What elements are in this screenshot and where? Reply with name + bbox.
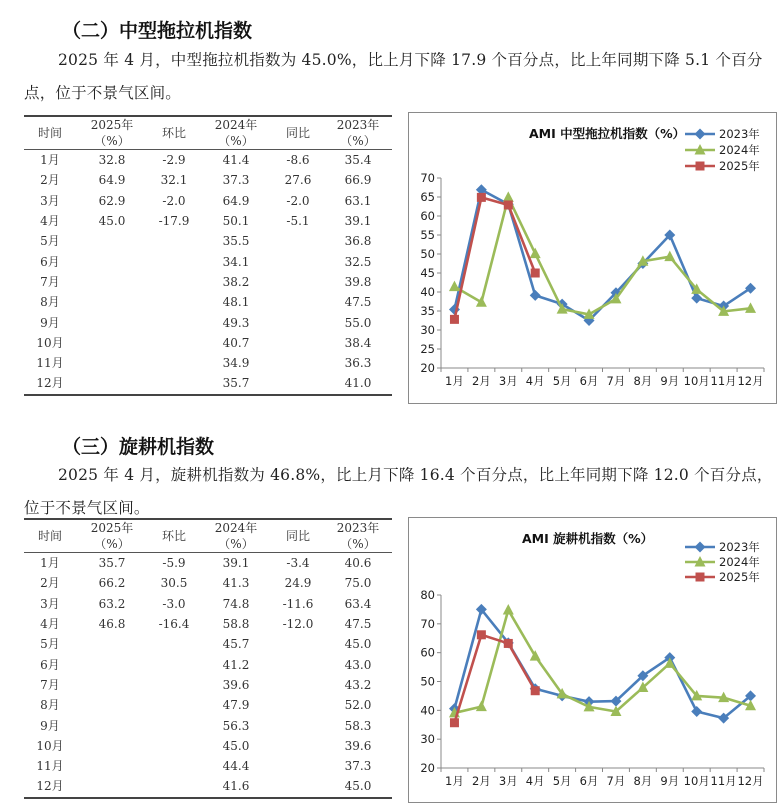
x-tick-label: 2月 [471, 774, 491, 788]
table-cell: 8月 [40, 295, 60, 310]
data-point [503, 191, 514, 202]
table-cell: 74.8 [222, 596, 250, 611]
table-cell: 47.5 [344, 295, 372, 310]
legend-label: 2023年 [719, 127, 760, 141]
table-cell [148, 634, 200, 654]
table-row [24, 634, 392, 654]
table-cell: 37.3 [222, 173, 250, 188]
table-cell: 7月 [40, 677, 60, 692]
tractor-table [24, 115, 392, 396]
column-header: 2023年 （%） [324, 519, 392, 553]
data-point [691, 706, 702, 717]
table-row [24, 736, 392, 756]
x-tick-label: 8月 [633, 774, 653, 788]
column-header: 同比 [272, 116, 324, 150]
table-cell [76, 736, 148, 756]
table-cell [148, 353, 200, 373]
legend-marker [695, 129, 706, 140]
table-cell [76, 373, 148, 394]
table-row [24, 211, 392, 231]
table-cell: 41.4 [222, 153, 250, 168]
table-cell: 58.3 [344, 718, 372, 733]
column-header: 时间 [24, 519, 76, 553]
table-cell [76, 695, 148, 715]
series-2023年 [449, 184, 756, 326]
table-row [24, 191, 392, 211]
table-cell: 40.7 [222, 335, 250, 350]
table-cell: -5.9 [162, 556, 186, 571]
table-cell: 62.9 [98, 193, 126, 208]
table-cell: 35.7 [98, 556, 126, 571]
data-point [449, 281, 460, 292]
y-tick-label: 20 [420, 761, 435, 775]
table-row [24, 251, 392, 271]
table-cell: 12月 [36, 779, 64, 794]
data-point [530, 290, 541, 301]
legend-label: 2024年 [719, 143, 760, 157]
table-cell: 1月 [40, 153, 60, 168]
table-cell: 36.3 [344, 356, 372, 371]
table-cell [76, 715, 148, 735]
table-cell: 9月 [40, 718, 60, 733]
column-header: 时间 [24, 116, 76, 150]
table-row [24, 353, 392, 373]
table-cell [148, 695, 200, 715]
table-cell [148, 272, 200, 292]
y-tick-label: 40 [420, 703, 435, 718]
table-cell: -8.6 [286, 153, 310, 168]
x-tick-label: 5月 [552, 374, 572, 388]
table-cell [272, 333, 324, 353]
x-tick-label: 2月 [471, 374, 491, 388]
table-row [24, 695, 392, 715]
table-cell: 66.9 [344, 173, 372, 188]
rotary-table [24, 518, 392, 799]
table-cell: 32.5 [344, 254, 372, 269]
table-cell: 2月 [40, 173, 60, 188]
table-cell: 64.9 [222, 193, 250, 208]
table-cell: 44.4 [222, 759, 250, 774]
column-header: 2025年 （%） [76, 519, 148, 553]
table-cell [148, 251, 200, 271]
table-cell [148, 675, 200, 695]
table-cell [272, 776, 324, 797]
x-tick-label: 3月 [498, 374, 518, 388]
x-tick-label: 3月 [498, 774, 518, 788]
table-cell [76, 251, 148, 271]
table-row [24, 170, 392, 190]
data-point [476, 701, 487, 712]
y-tick-label: 50 [420, 247, 435, 261]
x-tick-label: 12月 [737, 774, 764, 788]
table-row [24, 715, 392, 735]
table-cell [76, 292, 148, 312]
table-cell [272, 756, 324, 776]
table-cell: 9月 [40, 315, 60, 330]
table-row [24, 373, 392, 394]
data-point [504, 639, 513, 648]
table-row [24, 654, 392, 674]
column-header: 环比 [148, 519, 200, 553]
table-cell: -2.0 [162, 193, 186, 208]
table-cell: 12月 [36, 376, 64, 391]
y-tick-label: 35 [420, 304, 435, 318]
x-tick-label: 11月 [710, 774, 737, 788]
table-cell [148, 312, 200, 332]
table-cell [148, 373, 200, 394]
table-cell: 4月 [40, 214, 60, 229]
table-cell [272, 272, 324, 292]
table-cell: 8月 [40, 698, 60, 713]
table-cell: -5.1 [286, 214, 310, 229]
data-point [450, 718, 459, 727]
table-cell: 3月 [40, 596, 60, 611]
table-cell [272, 695, 324, 715]
table-cell: 5月 [40, 234, 60, 249]
y-tick-label: 70 [420, 616, 435, 631]
y-tick-label: 40 [420, 285, 435, 299]
table-cell: 39.1 [222, 556, 250, 571]
table-cell [76, 353, 148, 373]
table-cell [148, 654, 200, 674]
x-tick-label: 1月 [445, 374, 464, 388]
data-point [530, 248, 541, 259]
table-cell: 30.5 [160, 576, 188, 591]
table-cell: 43.2 [344, 677, 372, 692]
table-cell: 45.0 [222, 738, 250, 753]
section-paragraph-rotary: 2025 年 4 月，旋耕机指数为 46.8%，比上月下降 16.4 个百分点，比上年同期下降 12.0 个百分点，位于不景气区间。 [24, 466, 773, 517]
table-cell: 63.2 [98, 596, 126, 611]
table-cell: 2月 [40, 576, 60, 591]
y-tick-label: 80 [420, 588, 435, 602]
legend-entry [685, 540, 760, 554]
legend-entry [685, 570, 760, 584]
x-tick-label: 9月 [660, 374, 680, 388]
legend-entry [685, 555, 760, 569]
data-point [531, 686, 540, 695]
table-cell: 41.2 [222, 657, 250, 672]
x-tick-label: 4月 [525, 774, 545, 788]
table-row [24, 231, 392, 251]
table-cell: 46.8 [98, 617, 126, 632]
legend-label: 2025年 [719, 570, 760, 584]
column-header: 环比 [148, 116, 200, 150]
table-cell [148, 736, 200, 756]
table-cell: 4月 [40, 617, 60, 632]
table-cell: 39.1 [344, 214, 372, 229]
section-paragraph-tractor: 2025 年 4 月，中型拖拉机指数为 45.0%，比上月下降 17.9 个百分点，比上年同期下降 5.1 个百分点，位于不景气区间。 [24, 51, 763, 102]
table-cell: 40.6 [344, 556, 372, 571]
column-header: 2023年 （%） [324, 116, 392, 150]
table-cell: 35.5 [222, 234, 250, 249]
table-cell: 1月 [40, 556, 60, 571]
table-cell: 64.9 [98, 173, 126, 188]
table-cell [272, 715, 324, 735]
table-cell: 3月 [40, 193, 60, 208]
table-cell: 11月 [36, 759, 64, 774]
table-cell [76, 654, 148, 674]
legend-label: 2023年 [719, 540, 760, 554]
x-tick-label: 6月 [579, 774, 599, 788]
table-cell: 39.6 [344, 738, 372, 753]
legend-marker [695, 542, 706, 553]
table-row [24, 756, 392, 776]
table-cell: 41.6 [222, 779, 250, 794]
table-cell: 11月 [36, 356, 64, 371]
data-point [664, 251, 675, 262]
table-cell: 56.3 [222, 718, 250, 733]
table-cell: 41.0 [344, 376, 372, 391]
table-cell: -16.4 [158, 617, 190, 632]
section-heading-rotary: （三）旋耕机指数 [62, 436, 215, 458]
table-cell: -2.0 [286, 193, 310, 208]
table-header-row [24, 116, 392, 150]
table-cell: 7月 [40, 274, 60, 289]
table-cell [76, 333, 148, 353]
table-cell: 35.7 [222, 376, 250, 391]
table-cell [76, 776, 148, 797]
table-cell [76, 312, 148, 332]
y-tick-label: 30 [420, 323, 435, 337]
table-cell: 49.3 [222, 315, 250, 330]
table-row [24, 573, 392, 593]
table-cell: -3.0 [162, 596, 186, 611]
column-header: 2025年 （%） [76, 116, 148, 150]
chart-title: AMI 中型拖拉机指数（%） [529, 126, 686, 141]
table-cell: 37.3 [344, 759, 372, 774]
table-cell [272, 231, 324, 251]
table-row [24, 594, 392, 614]
table-cell [272, 292, 324, 312]
table-cell: 43.0 [344, 657, 372, 672]
data-point [531, 269, 540, 278]
x-tick-label: 9月 [660, 774, 680, 788]
y-tick-label: 60 [420, 209, 435, 223]
table-cell: 27.6 [284, 173, 312, 188]
y-tick-label: 70 [420, 171, 435, 185]
table-cell [272, 353, 324, 373]
x-tick-label: 10月 [683, 374, 710, 388]
table-cell: -12.0 [282, 617, 314, 632]
table-row [24, 333, 392, 353]
table-cell: 39.6 [222, 677, 250, 692]
table-cell: 35.4 [344, 153, 372, 168]
table-cell [148, 292, 200, 312]
table-cell: 38.2 [222, 274, 250, 289]
table-cell [76, 272, 148, 292]
table-cell: 48.1 [222, 295, 250, 310]
table-cell: -2.9 [162, 153, 186, 168]
table-cell: 32.8 [98, 153, 126, 168]
table-cell [272, 736, 324, 756]
table-cell: 45.0 [344, 779, 372, 794]
table-cell [148, 333, 200, 353]
table-cell [272, 634, 324, 654]
legend-label: 2024年 [719, 555, 760, 569]
table-row [24, 553, 392, 574]
table-row [24, 150, 392, 171]
table-cell: -17.9 [158, 214, 190, 229]
table-cell [272, 312, 324, 332]
y-tick-label: 25 [420, 342, 435, 356]
table-row [24, 292, 392, 312]
table-cell: 38.4 [344, 335, 372, 350]
table-cell: 63.4 [344, 596, 372, 611]
table-row [24, 312, 392, 332]
table-cell: 47.9 [222, 698, 250, 713]
rotary-chart [408, 517, 777, 803]
data-point [477, 193, 486, 202]
x-tick-label: 8月 [633, 374, 653, 388]
x-tick-label: 10月 [683, 774, 710, 788]
legend-entry [685, 159, 760, 173]
series-line [454, 190, 750, 321]
column-header: 同比 [272, 519, 324, 553]
table-cell: 45.7 [222, 637, 250, 652]
table-cell: 32.1 [160, 173, 188, 188]
table-cell: 52.0 [344, 698, 372, 713]
table-cell: 50.1 [222, 214, 250, 229]
y-tick-label: 20 [420, 361, 435, 375]
table-row [24, 776, 392, 797]
table-cell: 6月 [40, 657, 60, 672]
x-tick-label: 11月 [710, 374, 737, 388]
y-tick-label: 30 [420, 732, 435, 747]
table-cell: 66.2 [98, 576, 126, 591]
table-cell: 10月 [36, 335, 64, 350]
table-cell [148, 776, 200, 797]
x-tick-label: 7月 [606, 774, 626, 788]
y-tick-label: 50 [420, 674, 435, 689]
legend-marker [696, 573, 705, 582]
x-tick-label: 4月 [525, 374, 545, 388]
table-cell [272, 675, 324, 695]
series-2025年 [450, 193, 540, 324]
table-cell [272, 373, 324, 394]
series-line [454, 197, 750, 314]
x-tick-label: 5月 [552, 774, 572, 788]
y-tick-label: 45 [420, 266, 435, 280]
x-tick-label: 6月 [579, 374, 599, 388]
table-cell: 6月 [40, 254, 60, 269]
table-cell [272, 251, 324, 271]
table-cell: 55.0 [344, 315, 372, 330]
section-heading-tractor: （二）中型拖拉机指数 [62, 20, 253, 42]
chart-title: AMI 旋耕机指数（%） [522, 531, 654, 546]
table-cell: 34.9 [222, 356, 250, 371]
data-point [691, 293, 702, 304]
table-cell [76, 675, 148, 695]
series-line [454, 609, 750, 718]
tractor-chart [408, 112, 777, 404]
series-2023年 [449, 604, 756, 724]
table-cell: 58.8 [222, 617, 250, 632]
table-row [24, 675, 392, 695]
data-point [504, 200, 513, 209]
legend-label: 2025年 [719, 159, 760, 173]
table-cell: 5月 [40, 637, 60, 652]
data-point [503, 604, 514, 615]
x-tick-label: 7月 [606, 374, 626, 388]
table-cell: 10月 [36, 738, 64, 753]
table-cell: 45.0 [98, 214, 126, 229]
legend-marker [696, 162, 705, 171]
table-cell: 75.0 [344, 576, 372, 591]
data-point [450, 315, 459, 324]
table-cell: 36.8 [344, 234, 372, 249]
table-row [24, 272, 392, 292]
column-header: 2024年 （%） [200, 519, 272, 553]
y-tick-label: 65 [420, 190, 435, 204]
table-cell: -3.4 [286, 556, 310, 571]
table-cell [76, 756, 148, 776]
table-cell: 45.0 [344, 637, 372, 652]
table-cell: 24.9 [284, 576, 312, 591]
x-tick-label: 1月 [445, 774, 464, 788]
series-line [454, 610, 750, 713]
table-cell: 47.5 [344, 617, 372, 632]
table-cell: 63.1 [344, 193, 372, 208]
table-cell [76, 231, 148, 251]
y-tick-label: 55 [420, 228, 435, 242]
table-cell [148, 756, 200, 776]
table-cell [76, 634, 148, 654]
table-cell [148, 231, 200, 251]
x-tick-label: 12月 [737, 374, 764, 388]
table-cell [148, 715, 200, 735]
table-cell [272, 654, 324, 674]
data-point [477, 630, 486, 639]
column-header: 2024年 （%） [200, 116, 272, 150]
table-row [24, 614, 392, 634]
legend-entry [685, 143, 760, 157]
table-cell: 41.3 [222, 576, 250, 591]
y-tick-label: 60 [420, 645, 435, 660]
series-2024年 [449, 191, 756, 319]
legend-entry [685, 127, 760, 141]
table-cell: 34.1 [222, 254, 250, 269]
table-header-row [24, 519, 392, 553]
table-cell: -11.6 [282, 596, 314, 611]
table-cell: 39.8 [344, 274, 372, 289]
